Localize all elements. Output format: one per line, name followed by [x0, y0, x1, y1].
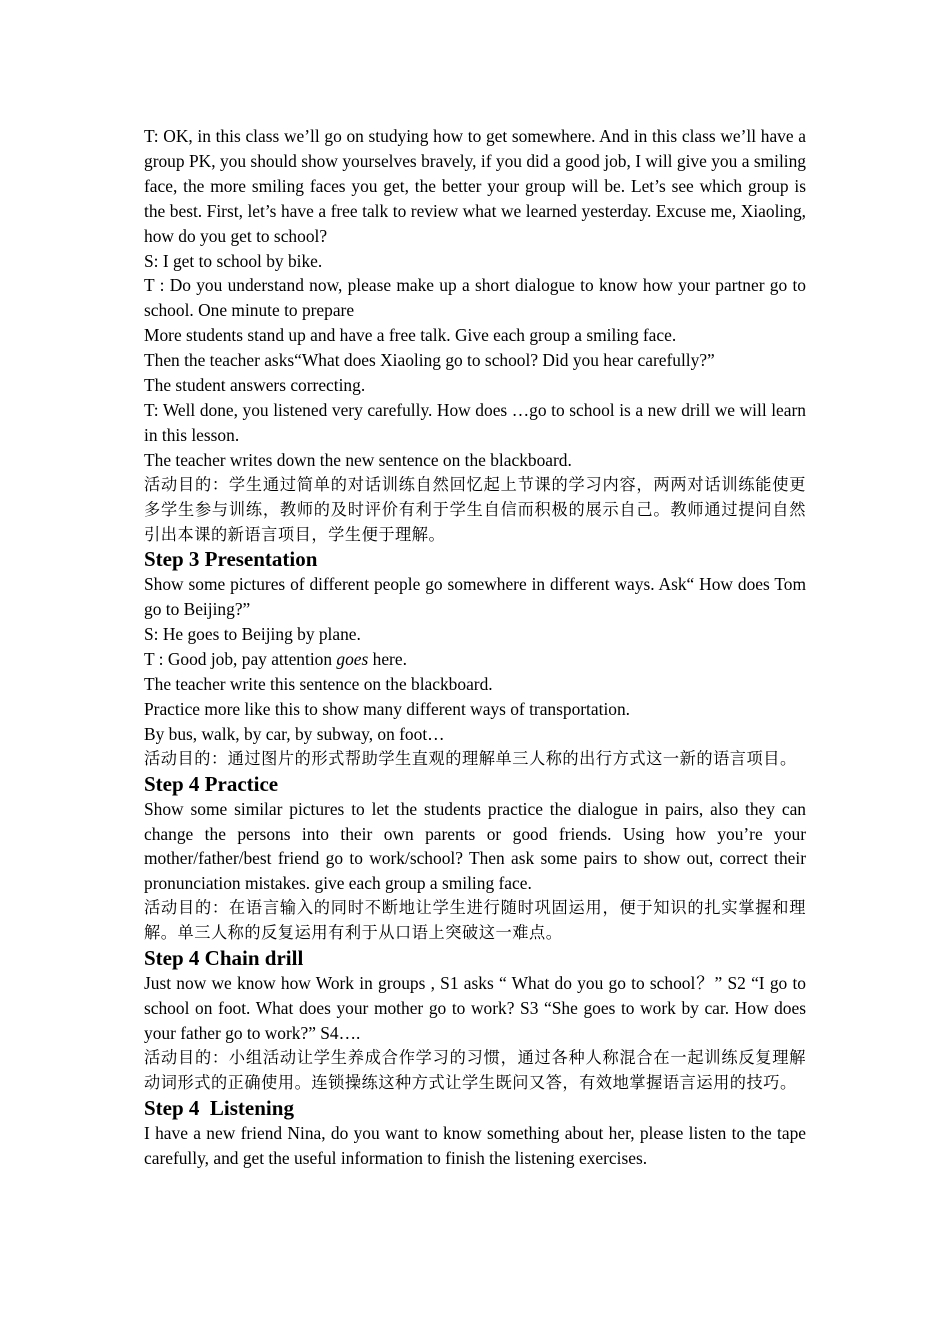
step3-transport-list: By bus, walk, by car, by subway, on foot… [144, 723, 445, 744]
teacher-question: Then the teacher asks“What does Xiaoling go to school? Did you hear carefully?” [144, 350, 715, 371]
step3-practice: Practice more like this to show many different ways of transportation. [144, 698, 631, 719]
activity-purpose-step4-practice: 活动目的：在语言输入的同时不断地让学生进行随时巩固运用，便于知识的扎实掌握和理解。单三人称的反复运用有利于从口语上突破这一难点。 [144, 898, 806, 943]
step4-listening-heading: Step 4 Listening [144, 1095, 294, 1120]
document-page [144, 124, 806, 1170]
step3-teacher-note-em: goes [336, 649, 369, 670]
activity-purpose-step4-chain: 活动目的：小组活动让学生养成合作学习的习惯，通过各种人称混合在一起训练反复理解动词形式的正确使用。连锁操练这种方式让学生既问又答，有效地掌握语言运用的技巧。 [144, 1047, 806, 1092]
step4-listening-paragraph: I have a new friend Nina, do you want to know something about her, please listen to the tape carefully, and get the useful information to finish the listening exercises. [144, 1122, 806, 1168]
step3-blackboard: The teacher write this sentence on the blackboard. [144, 674, 493, 695]
step4-chain-drill-paragraph: Just now we know how Work in groups , S1 asks “ What do you go to school？” S2 “I go to school on foot. What does your mother go to work? S3 “She goes to work by car. How does your father go to work?” S4…. [144, 973, 806, 1043]
student-answer: S: I get to school by bike. [144, 250, 323, 271]
step3-student-answer: S: He goes to Beijing by plane. [144, 624, 361, 645]
blackboard-note: The teacher writes down the new sentence on the blackboard. [144, 449, 572, 470]
step3-teacher-note-pre: T : Good job, pay attention [144, 649, 337, 670]
step4-chain-drill-heading: Step 4 Chain drill [144, 946, 304, 971]
teacher-instruction: T : Do you understand now, please make up a short dialogue to know how your partner go to school. One minute to prepare [144, 275, 806, 321]
step4-practice-paragraph: Show some similar pictures to let the students practice the dialogue in pairs, also they can change the persons into their own parents or good friends. Using how you’re your mother/father/best friend go to work/school? Then ask some pairs to show out, correct their pronunciation mistakes. give each group a smiling face. [144, 798, 806, 894]
activity-purpose-step3: 活动目的：通过图片的形式帮助学生直观的理解单三人称的出行方式这一新的语言项目。 [144, 748, 797, 768]
step3-heading: Step 3 Presentation [144, 547, 318, 572]
step3-teacher-note-post: here. [368, 649, 407, 670]
teacher-praise: T: Well done, you listened very carefully. How does …go to school is a new drill we will learn in this lesson. [144, 399, 806, 445]
free-talk-note: More students stand up and have a free talk. Give each group a smiling face. [144, 325, 677, 346]
student-correction: The student answers correcting. [144, 375, 366, 396]
activity-purpose-intro: 活动目的：学生通过简单的对话训练自然回忆起上节课的学习内容，两两对话训练能使更多学生参与训练，教师的及时评价有利于学生自信而积极的展示自己。教师通过提问自然引出本课的新语言项目，学生便于理解。 [144, 474, 806, 544]
step3-pictures-paragraph: Show some pictures of different people go somewhere in different ways. Ask“ How does Tom go to Beijing?” [144, 574, 806, 620]
step3-teacher-note [144, 647, 806, 672]
step4-practice-heading: Step 4 Practice [144, 771, 279, 796]
teacher-intro-paragraph: T: OK, in this class we’ll go on studying how to get somewhere. And in this class we’ll have a group PK, you should show yourselves bravely, if you did a good job, I will give you a smiling face, the more smiling faces you get, the better your group will be. Let’s see which group is the best. First, let’s have a free talk to review what we learned yesterday. Excuse me, Xiaoling, how do you get to school? [144, 126, 806, 246]
